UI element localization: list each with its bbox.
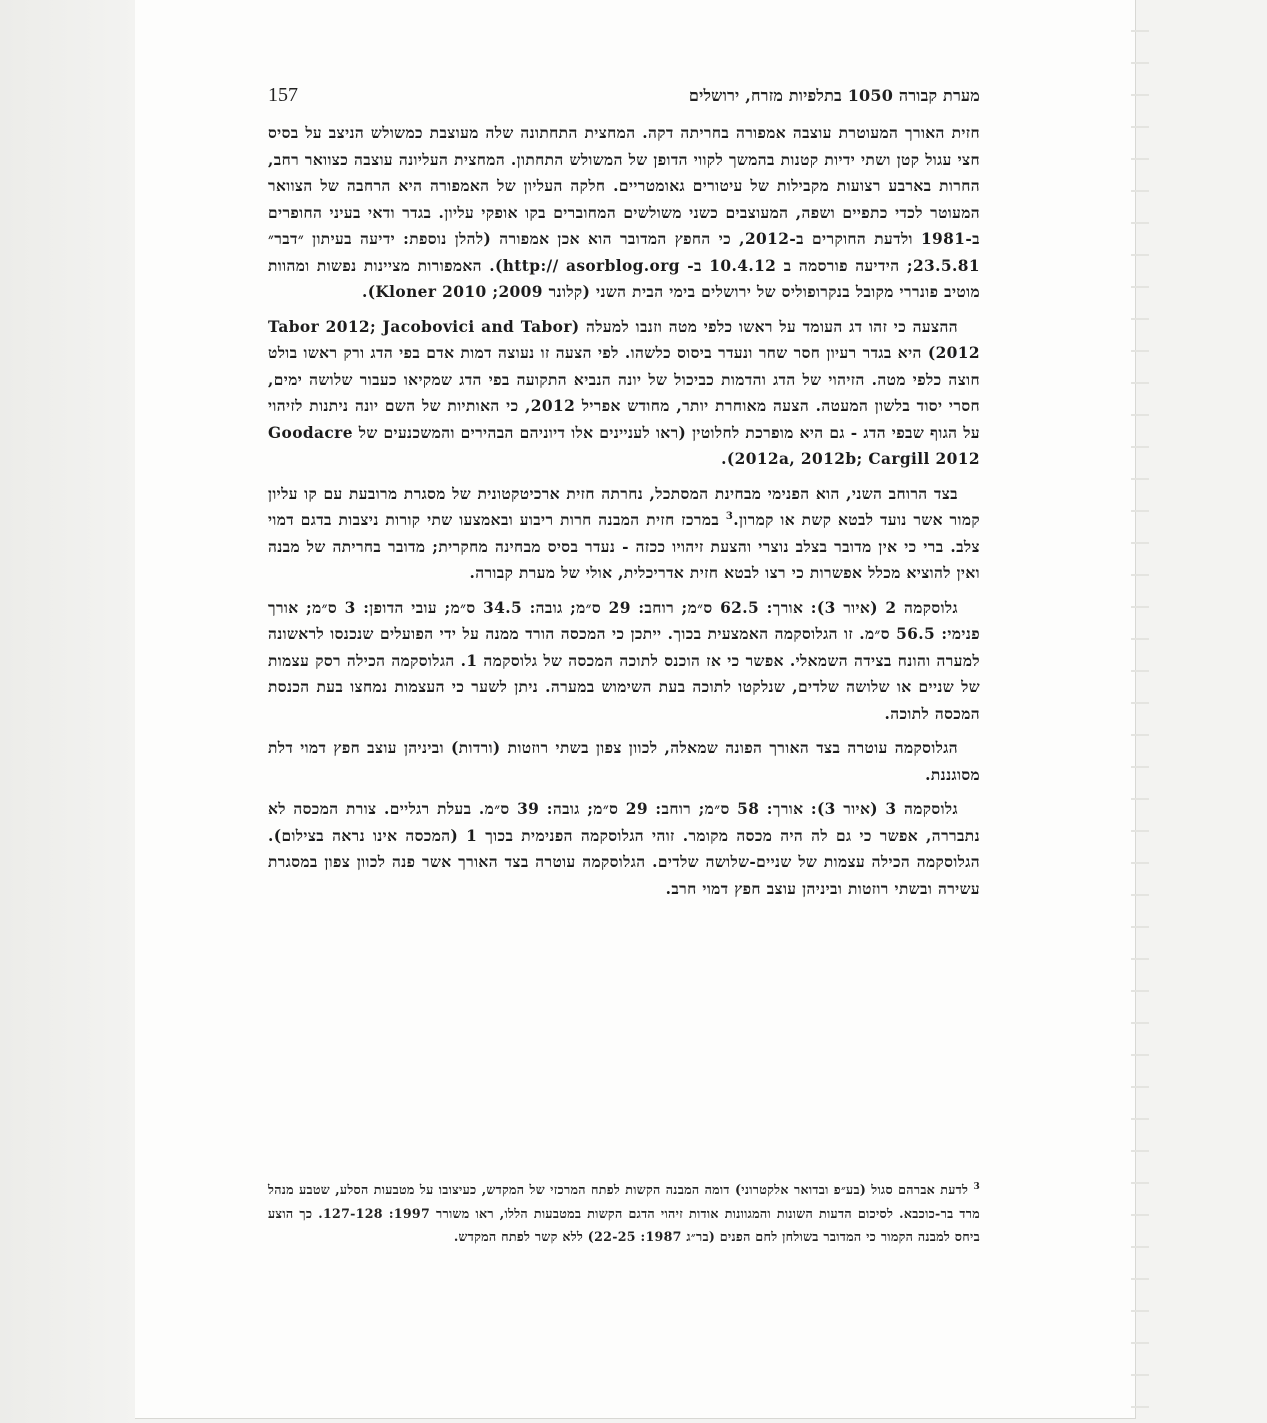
page-header	[268, 84, 980, 112]
paragraph-ossuary-2-decoration: הגלוסקמה עוטרה בצד האורך הפונה שמאלה, לכוון צפון בשתי רוזטות (ורדות) וביניהן עוצב חפץ דמוי דלת מסוגננת.	[268, 739, 980, 784]
page-number: 157	[268, 84, 298, 106]
footnote-text: לדעת אברהם סגול (בע״פ ובדואר אלקטרוני) דומה המבנה הקשות לפתח המרכזי של המקדש, כעיצובו על מטבעות הסלע, שטבע מנהל מרד בר-כוכבא. לסיכום הדעות השונות והמגוונות אודות זיהוי הדגם הקשות במטבעות הללו, ראו משורר 1997: 127-128. כך הוצע ביחס למבנה הקמור כי המדובר בשולחן לחם הפנים (בר״ג 1987: 22-25) ללא קשר לפתח המקדש.	[268, 1182, 981, 1244]
footnotes	[268, 1178, 980, 1249]
paragraph-ossuary-2: גלוסקמה 2 (איור 3): אורך: 62.5 ס״מ; רוחב: 29 ס״מ; גובה: 34.5 ס״מ; עובי הדופן: 3 ס״מ; אורך פנימי: 56.5 ס״מ. זו הגלוסקמה האמצעית בכוך. ייתכן כי המכסה הורד ממנה על ידי הפועלים שנכנסו לראשונה למערה והונח בצידה השמאלי. אפשר כי אז הוכנס לתוכה המכסה של גלוסקמה 1. הגלוסקמה הכילה רסק עצמות של שניים או שלושה שלדים, שנלקטו לתוכה בעת השימוש במערה. ניתן לשער כי העצמות נמחצו בעת הכנסת המכסה לתוכה.	[268, 598, 980, 723]
page-edge	[1131, 0, 1149, 1418]
paragraph-architectural-facade	[268, 481, 980, 587]
footnote-ref: 3	[725, 510, 734, 522]
paragraph-text-start: בצד הרוחב השני, הוא הפנימי מבחינת המסתכל, נחרתה חזית ארכיטקטונית של מסגרת מרובעת עם קו עליון קמור אשר נועד לבטא קשת או קמרון.	[268, 484, 980, 529]
running-title: מערת קבורה 1050 בתלפיות מזרח, ירושלים	[688, 86, 980, 105]
paragraph-ossuary-3: גלוסקמה 3 (איור 3): אורך: 58 ס״מ; רוחב: 29 ס״מ; גובה: 39 ס״מ. בעלת רגליים. צורת המכסה לא נתבררה, אפשר כי גם לה היה מכסה מקומר. זוהי הגלוסקמה הפנימית בכוך 1 (המכסה אינו נראה בצילום). הגלוסקמה הכילה עצמות של שניים-שלושה שלדים. הגלוסקמה עוטרה בצד האורך אשר פנה לכוון צפון במסגרת עשירה ובשתי רוזטות וביניהן עוצב חפץ דמוי חרב.	[268, 800, 980, 898]
main-text	[268, 120, 980, 910]
footnote-number: 3	[973, 1181, 980, 1192]
paragraph-amphora: חזית האורך המעוטרת עוצבה אמפורה בחריתה דקה. המחצית התחתונה שלה מעוצבת כמשולש הניצב על בסיס חצי עגול קטן ושתי ידיות קטנות בהמשך לקווי הדופן של המשולש התחתון. המחצית העליונה עוצבה כצוואר רחב, החרות בארבע רצועות מקבילות של עיטורים גאומטריים. חלקה העליון של האמפורה היא הרחבה של הצוואר המעוטר לכדי כתפיים ושפה, המעוצבים כשני משולשים המחוברים בקו אופקי עליון. בגדר ודאי בעיני החופרים ב-1981 ולדעת החוקרים ב-2012, כי החפץ המדובר הוא אכן אמפורה (להלן נוספת: ידיעה בעיתון ״דבר״ 23.5.81; הידיעה פורסמה ב 10.4.12 ב- http:// asorblog.org). האמפורות מציינות נפשות ומהוות מוטיב פונררי מקובל בנקרופוליס של ירושלים בימי הבית השני (קלונר 2009; Kloner 2010).	[268, 124, 980, 301]
paragraph-fish-proposal: ההצעה כי זהו דג העומד על ראשו כלפי מטה וזנבו למעלה (Tabor 2012; Jacobovici and Tabor 2012) היא בגדר רעיון חסר שחר ונעדר ביסוס כלשהו. לפי הצעה זו נעוצה דמות אדם בפי הדג ורק ראשו בולט חוצה כלפי מטה. הזיהוי של הדג והדמות כביכול של יונה הנביא התקועה בפי הדג שמקיאו כעבור שלושה ימים, חסרי יסוד בלשון המעטה. הצעה מאוחרת יותר, מחודש אפריל 2012, כי האותיות של השם יונה ניתנות לזיהוי על הגוף שבפי הדג - גם היא מופרכת לחלוטין (ראו לעניינים אלו דיוניהם הבהירים והמשכנעים של Goodacre 2012a, 2012b; Cargill 2012).	[268, 317, 980, 468]
paragraph-text-end: במרכז חזית המבנה חרות ריבוע ובאמצעו שתי קורות ניצבות בדגם דמוי צלב. ברי כי אין מדובר בצלב נוצרי והצעת זיהויו ככזה - נעדר בסיס מבחינה מחקרית; מדובר בחריתה של מבנה ואין להוציא מכלל אפשרות כי רצו לבטא חזית אדריכלית, אולי של מערת קבורה.	[268, 511, 980, 582]
scan-margin	[0, 0, 135, 1423]
